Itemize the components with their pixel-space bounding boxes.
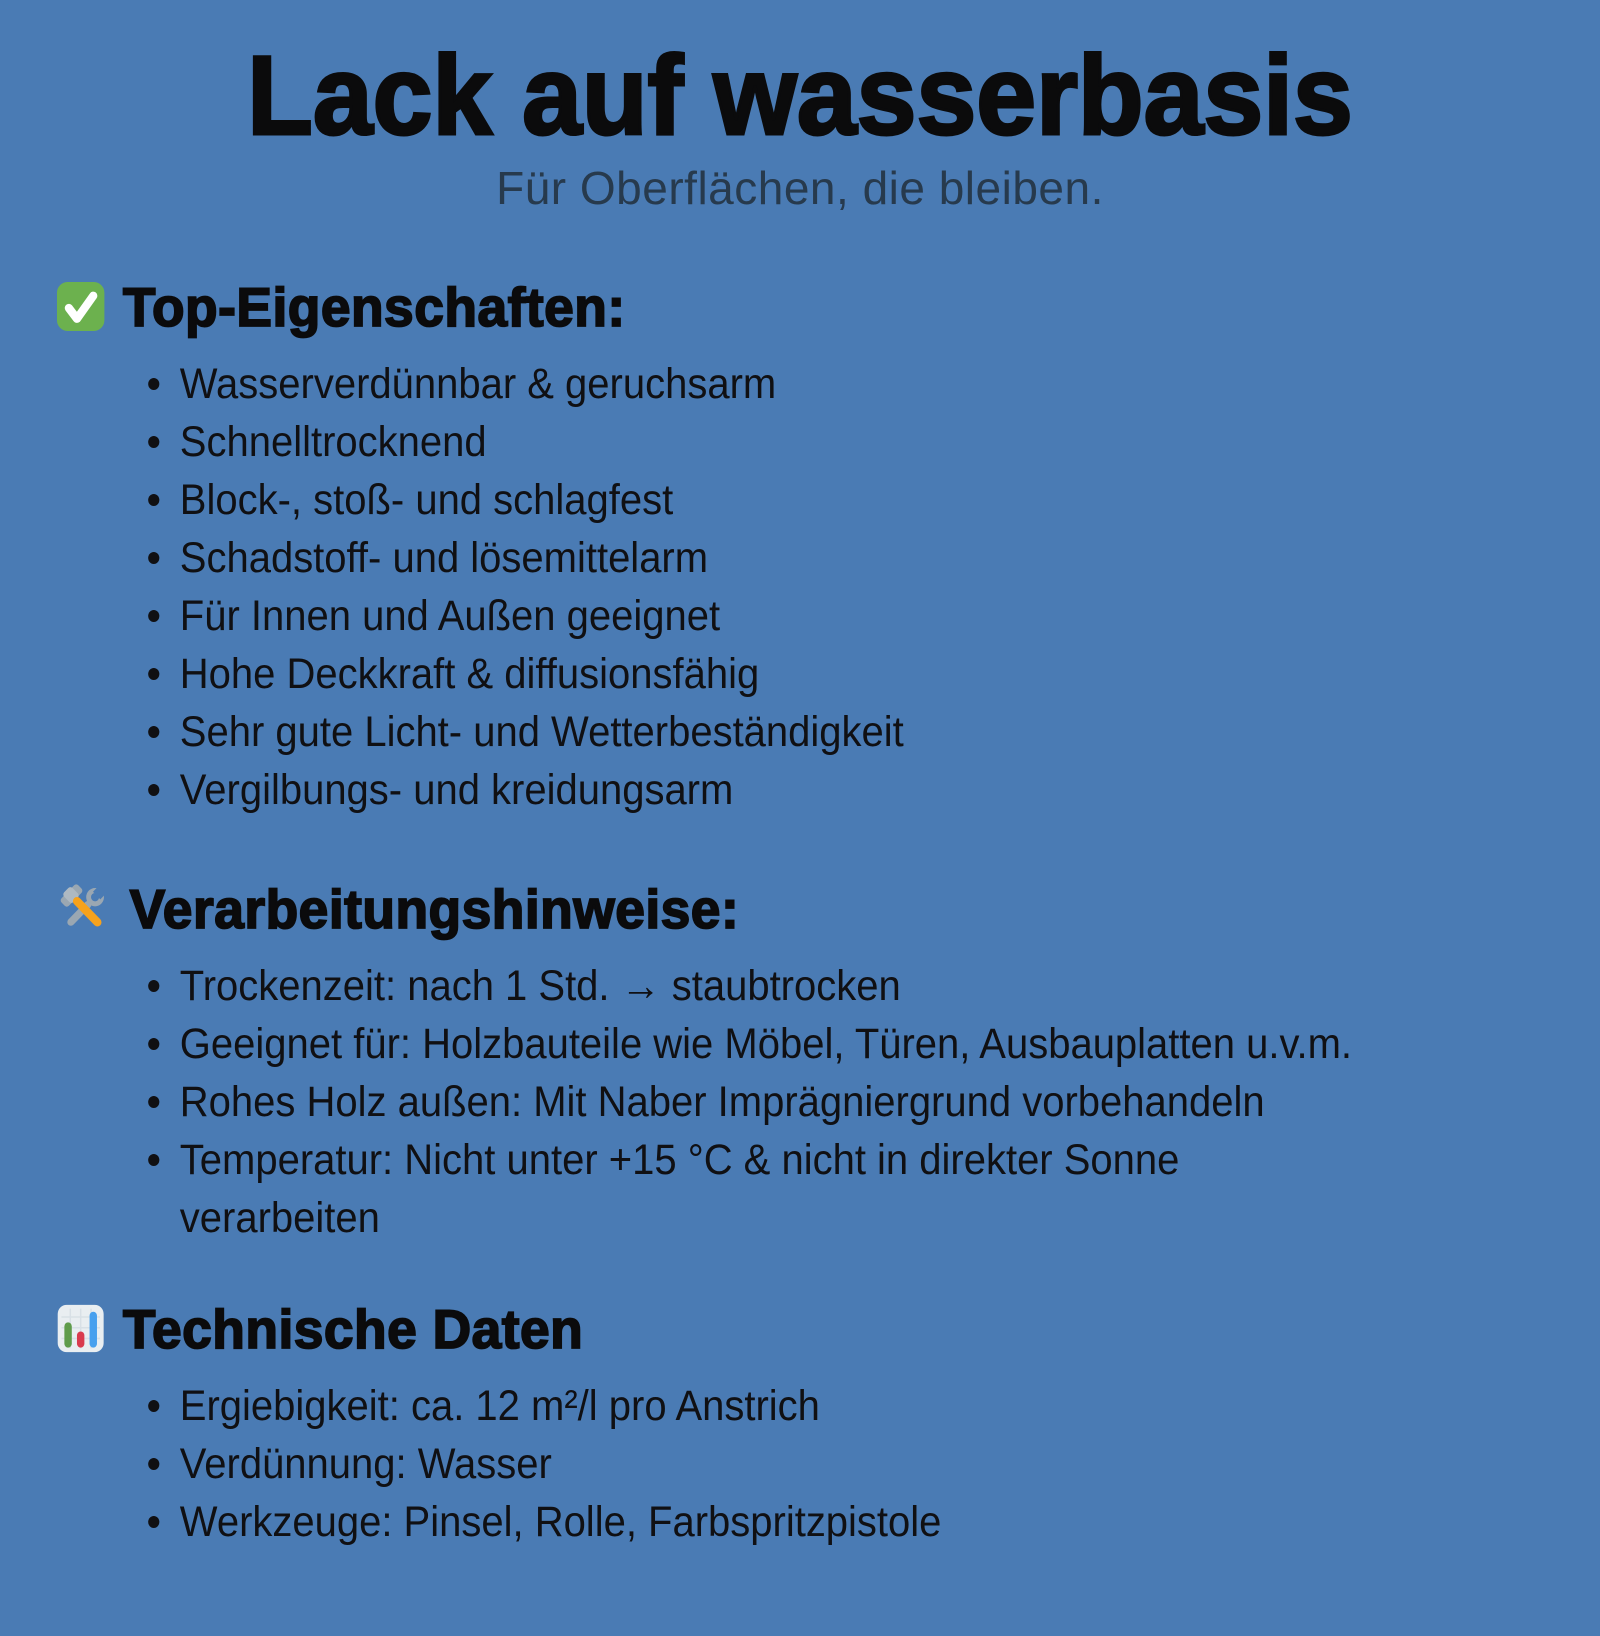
list-item: Block-, stoß- und schlagfest	[124, 471, 1593, 529]
section-top-eigenschaften	[54, 275, 1600, 819]
section-heading	[54, 275, 1554, 339]
list-item: Vergilbungs- und kreidungsarm	[124, 761, 1593, 819]
section-heading	[54, 877, 1554, 941]
list-item: Wasserverdünnbar & geruchsarm	[124, 355, 1593, 413]
list-item: Schnelltrocknend	[124, 413, 1593, 471]
check-mark-icon	[54, 279, 107, 334]
section-verarbeitungshinweise	[54, 877, 1600, 1247]
list-item: Schadstoff- und lösemittelarm	[124, 529, 1593, 587]
section-heading-label: Top-Eigenschaften:	[122, 275, 626, 338]
list-item: Hohe Deckkraft & diffusionsfähig	[124, 645, 1593, 703]
section-heading-label: Verarbeitungshinweise:	[129, 877, 740, 940]
list-item: Trockenzeit: nach 1 Std. → staubtrocken	[124, 957, 1593, 1015]
page-subtitle: Für Oberflächen, die bleiben.	[496, 161, 1104, 214]
page-title: Lack auf wasserbasis	[247, 33, 1353, 158]
poster	[0, 33, 1600, 1636]
hammer-and-wrench-icon	[54, 881, 114, 936]
list-item: Werkzeuge: Pinsel, Rolle, Farbspritzpistole	[124, 1493, 1593, 1551]
section-technische-daten	[54, 1297, 1600, 1551]
section-heading	[54, 1297, 1554, 1361]
section-heading-label: Technische Daten	[122, 1297, 584, 1360]
list-item: Für Innen und Außen geeignet	[124, 587, 1593, 645]
list-item: Geeignet für: Holzbauteile wie Möbel, Türen, Ausbauplatten u.v.m.	[124, 1015, 1593, 1073]
technical-data-list	[124, 1377, 1593, 1551]
list-item: Rohes Holz außen: Mit Naber Imprägniergrund vorbehandeln	[124, 1073, 1593, 1131]
list-item: Verdünnung: Wasser	[124, 1435, 1593, 1493]
list-item: Ergiebigkeit: ca. 12 m²/l pro Anstrich	[124, 1377, 1593, 1435]
feature-list	[124, 355, 1593, 819]
instruction-list	[124, 957, 1593, 1247]
bar-chart-icon	[54, 1301, 107, 1356]
list-item: Temperatur: Nicht unter +15 °C & nicht in direkter Sonne verarbeiten	[124, 1131, 1277, 1247]
list-item: Sehr gute Licht- und Wetterbeständigkeit	[124, 703, 1593, 761]
